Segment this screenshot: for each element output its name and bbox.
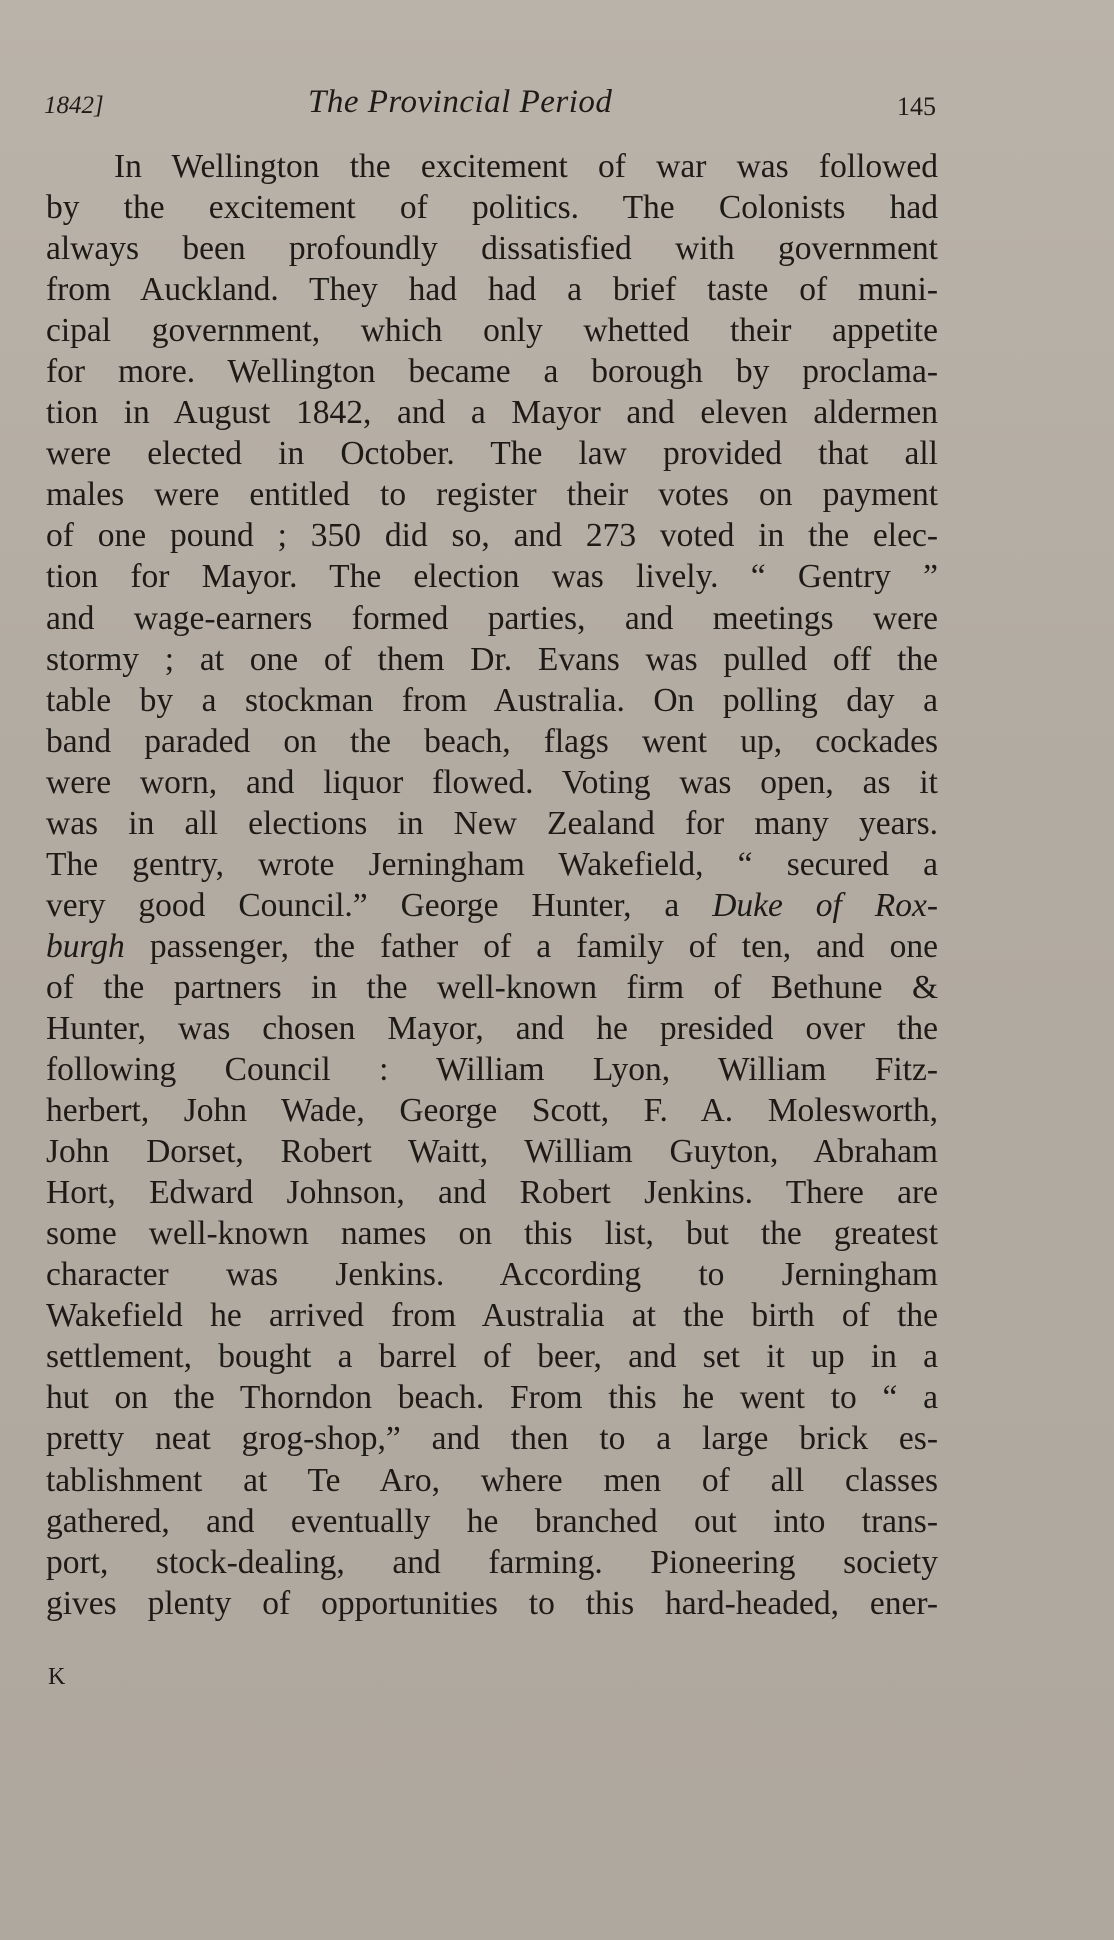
text-line: were elected in October. The law provided that all [46,435,938,473]
text-line: Wakefield he arrived from Australia at the birth of the [46,1297,938,1335]
text-line: character was Jenkins. According to Jerningham [46,1256,938,1294]
text-line: tion in August 1842, and a Mayor and eleven aldermen [46,394,938,432]
text-line: burgh passenger, the father of a family of ten, and one [46,927,938,965]
text-line: In Wellington the excitement of war was followed [114,148,938,185]
text-line: from Auckland. They had had a brief taste of muni- [46,271,938,309]
text-line: and wage-earners formed parties, and meetings were [46,599,938,637]
text-line: following Council : William Lyon, William Fitz- [46,1051,938,1089]
text-line: band paraded on the beach, flags went up, cockades [46,722,938,760]
text-line: some well-known names on this list, but the greatest [46,1215,938,1253]
text-line: port, stock-dealing, and farming. Pioneering society [46,1543,938,1581]
text-line: table by a stockman from Australia. On polling day a [46,681,938,719]
text-line: was in all elections in New Zealand for many years. [46,804,938,842]
header-year: 1842] [44,92,104,119]
page-number: 145 [897,92,936,121]
text-line: herbert, John Wade, George Scott, F. A. Molesworth, [46,1092,938,1130]
text-line: very good Council.” George Hunter, a Duke of Rox- [46,886,938,924]
text-line: of one pound ; 350 did so, and 273 voted in the elec- [46,517,938,555]
text-line: for more. Wellington became a borough by proclama- [46,353,938,391]
text-line: settlement, bought a barrel of beer, and set it up in a [46,1338,938,1376]
text-line: The gentry, wrote Jerningham Wakefield, “ secured a [46,845,938,883]
text-line: pretty neat grog-shop,” and then to a large brick es- [46,1420,938,1458]
text-line: hut on the Thorndon beach. From this he went to “ a [46,1379,938,1417]
text-line: tablishment at Te Aro, where men of all classes [46,1461,938,1499]
text-line: stormy ; at one of them Dr. Evans was pulled off the [46,640,938,678]
text-line: John Dorset, Robert Waitt, William Guyton, Abraham [46,1133,938,1171]
text-line: gives plenty of opportunities to this hard-headed, ener- [46,1584,938,1622]
text-line: tion for Mayor. The election was lively. “ Gentry ” [46,558,938,596]
header-title: The Provincial Period [308,84,613,120]
body-paragraph [46,146,938,1624]
text-line: of the partners in the well-known firm of Bethune & [46,968,938,1006]
text-line: gathered, and eventually he branched out into trans- [46,1502,938,1540]
text-line: cipal government, which only whetted their appetite [46,312,938,350]
text-line: Hunter, was chosen Mayor, and he presided over the [46,1009,938,1047]
text-line: by the excitement of politics. The Colonists had [46,189,938,227]
text-line: always been profoundly dissatisfied with government [46,230,938,268]
text-line: males were entitled to register their votes on payment [46,476,938,514]
signature-mark: K [48,1664,66,1690]
text-line: were worn, and liquor flowed. Voting was open, as it [46,763,938,801]
running-header [44,84,936,124]
text-line: Hort, Edward Johnson, and Robert Jenkins. There are [46,1174,938,1212]
